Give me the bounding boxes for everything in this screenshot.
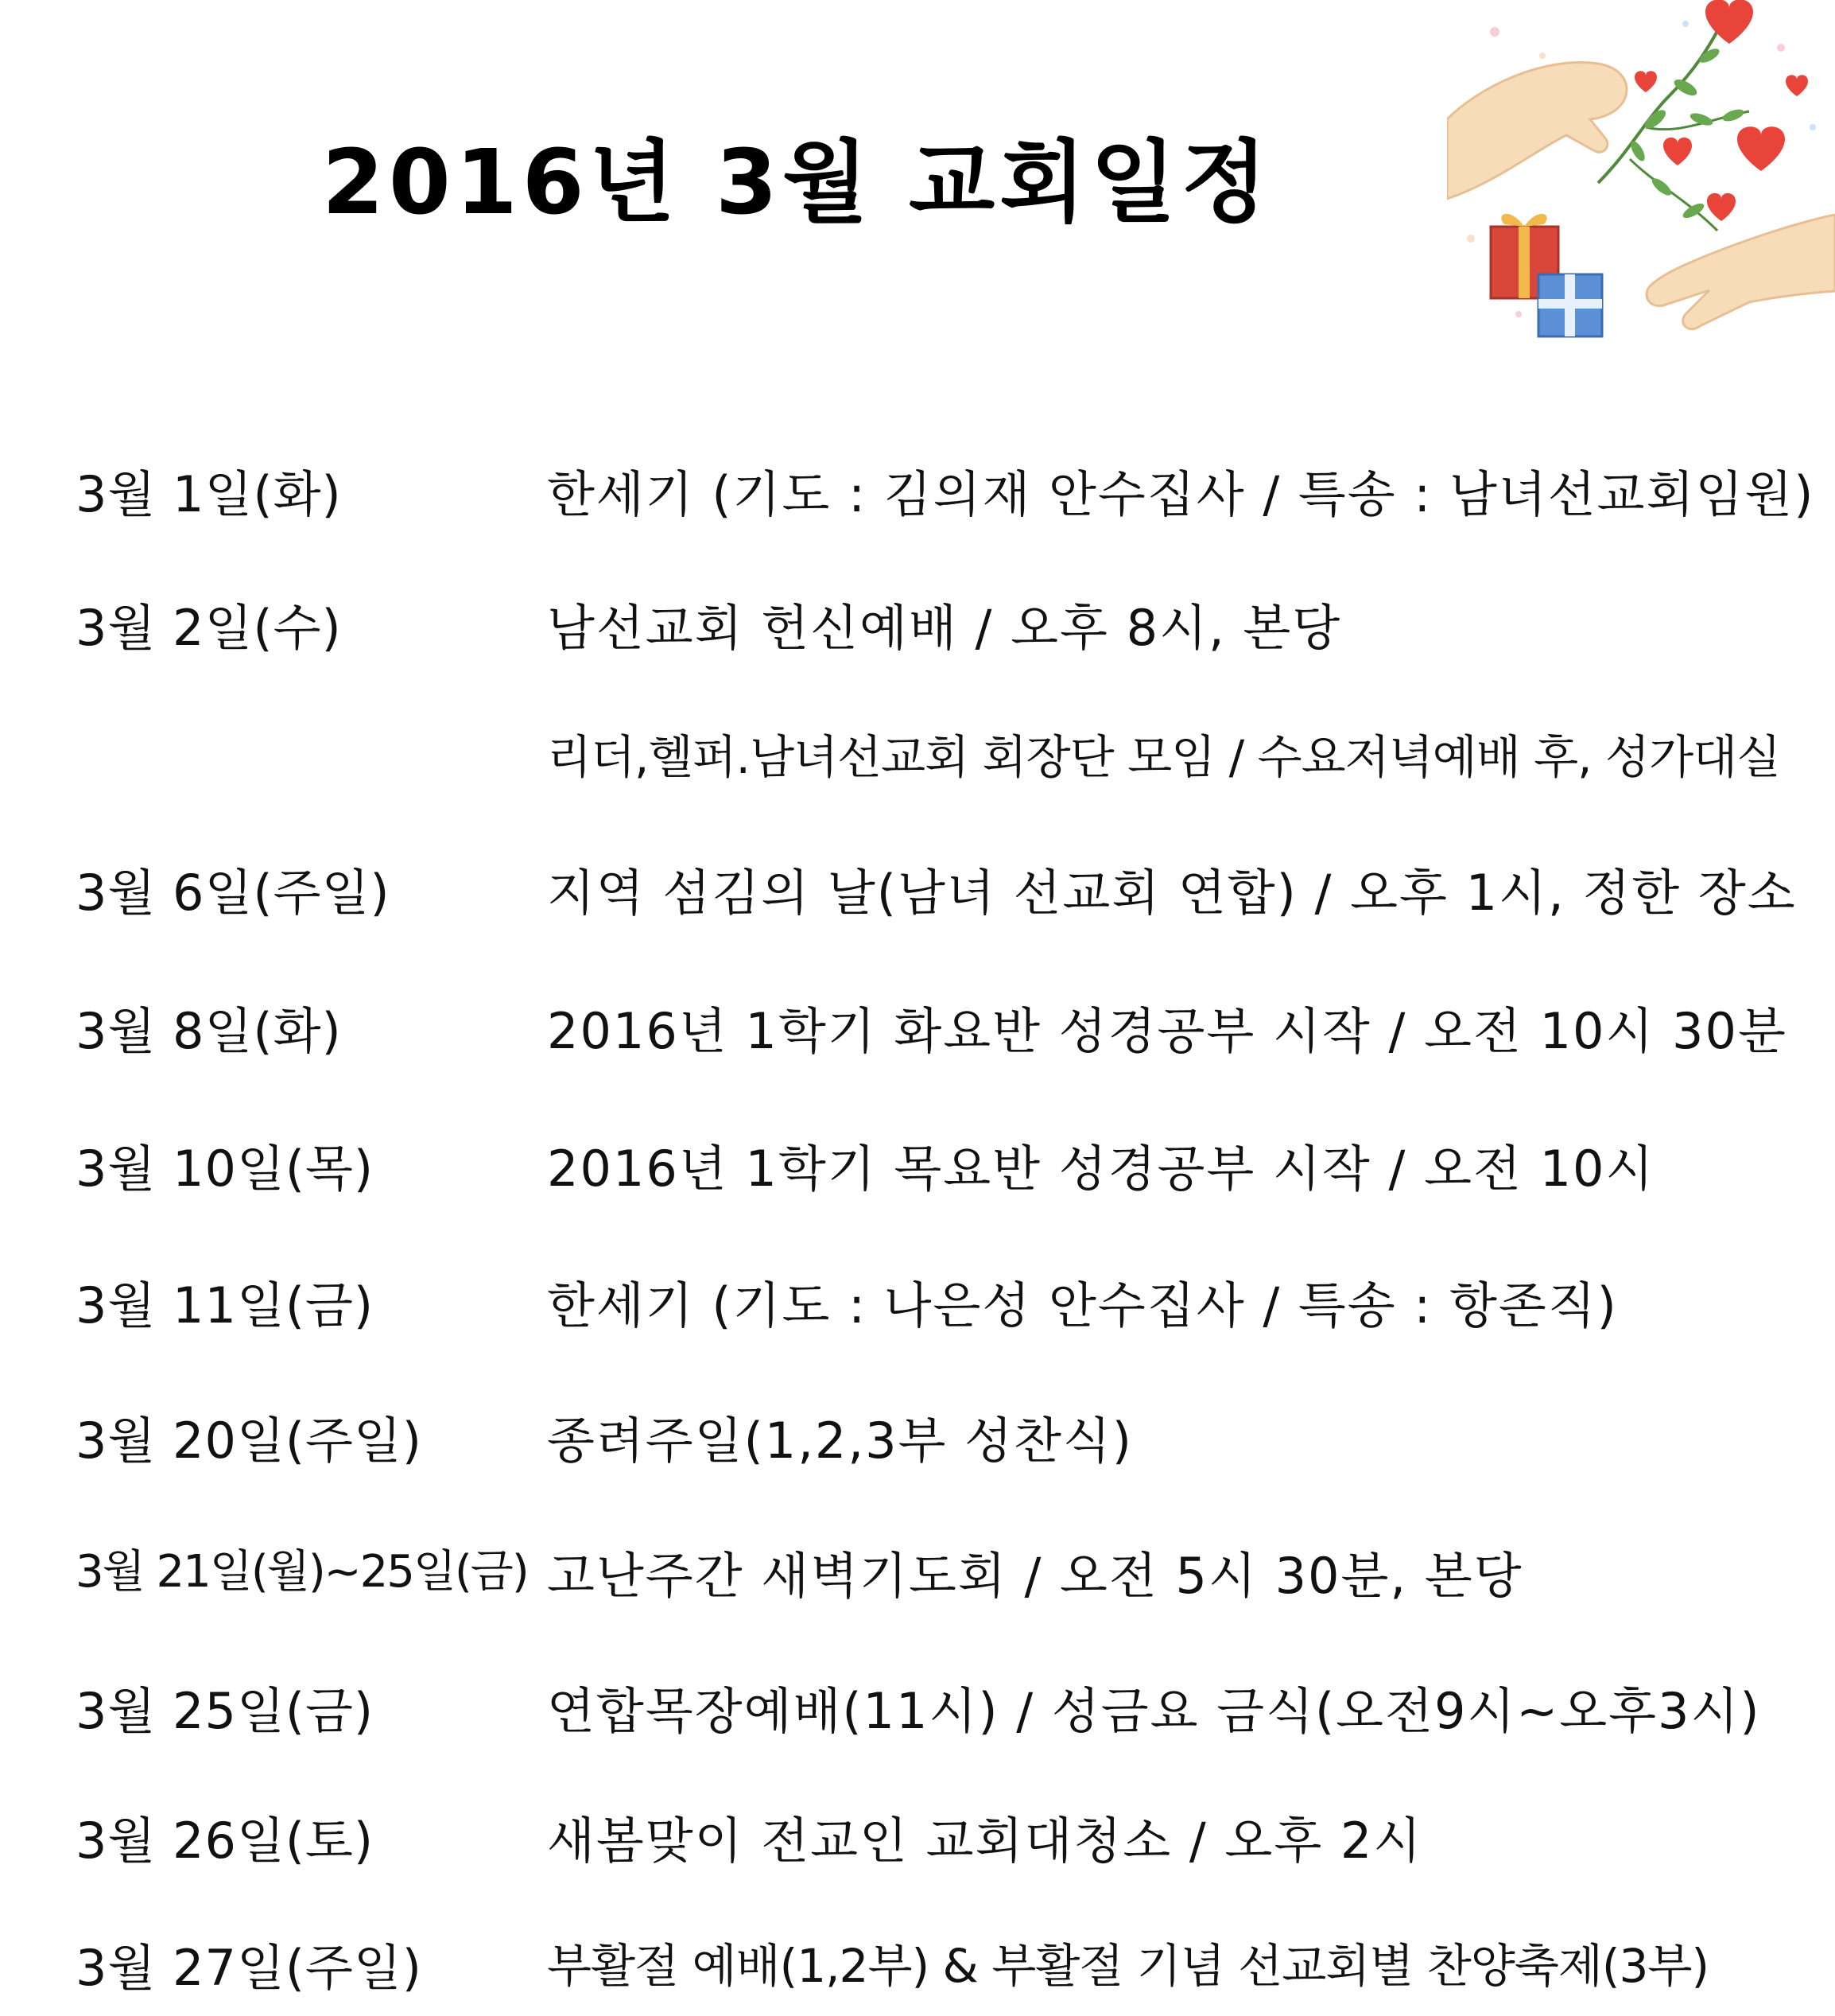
list-item [0,1801,1835,1889]
list-item [0,1401,1835,1489]
schedule-date: 3월 27일(주일) [76,1939,422,1997]
schedule-date: 3월 21일(월)~25일(금) [76,1546,528,1598]
list-item [0,1536,1835,1624]
page-title: 2016년 3월 교회일정 [322,131,1272,235]
schedule-date: 3월 11일(금) [76,1276,374,1334]
schedule-date: 3월 6일(주일) [76,864,390,922]
schedule-event: 부활절 예배(1,2부) & 부활절 기념 선교회별 찬양축제(3부) [547,1939,1709,1993]
list-item [0,992,1835,1079]
list-item [0,455,1835,542]
schedule-date: 3월 25일(금) [76,1682,374,1740]
schedule-date: 3월 10일(목) [76,1140,374,1198]
schedule-date: 3월 26일(토) [76,1812,374,1870]
list-item [0,1929,1835,2016]
list-item [0,1672,1835,1759]
list-item [0,1129,1835,1217]
list-item [0,1266,1835,1354]
list-item [0,853,1835,941]
schedule-date: 3월 1일(화) [76,465,342,523]
schedule-event: 새봄맞이 전교인 교회대청소 / 오후 2시 [547,1812,1423,1870]
schedule-event: 2016년 1학기 화요반 성경공부 시작 / 오전 10시 30분 [547,1002,1787,1060]
schedule-date: 3월 20일(주일) [76,1412,422,1470]
schedule-event: 종려주일(1,2,3부 성찬식) [547,1412,1133,1470]
schedule-event: 고난주간 새벽기도회 / 오전 5시 30분, 본당 [547,1547,1523,1605]
schedule-event: 한세기 (기도 : 나은성 안수집사 / 특송 : 항존직) [547,1276,1618,1334]
schedule-event: 지역 섬김의 날(남녀 선교회 연합) / 오후 1시, 정한 장소 [547,864,1797,922]
schedule-date: 3월 8일(화) [76,1002,342,1060]
schedule-event: 2016년 1학기 목요반 성경공부 시작 / 오전 10시 [547,1140,1655,1198]
list-item [0,720,1835,807]
schedule-event: 한세기 (기도 : 김의재 안수집사 / 특송 : 남녀선교회임원) [547,465,1815,523]
schedule-event: 리더,헬퍼.남녀선교회 회장단 모임 / 수요저녁예배 후, 성가대실 [547,730,1781,784]
schedule-date: 3월 2일(수) [76,599,342,657]
schedule-event: 연합목장예배(11시) / 성금요 금식(오전9시~오후3시) [547,1682,1761,1740]
list-item [0,588,1835,676]
schedule-event: 남선교회 헌신예배 / 오후 8시, 본당 [547,599,1342,657]
